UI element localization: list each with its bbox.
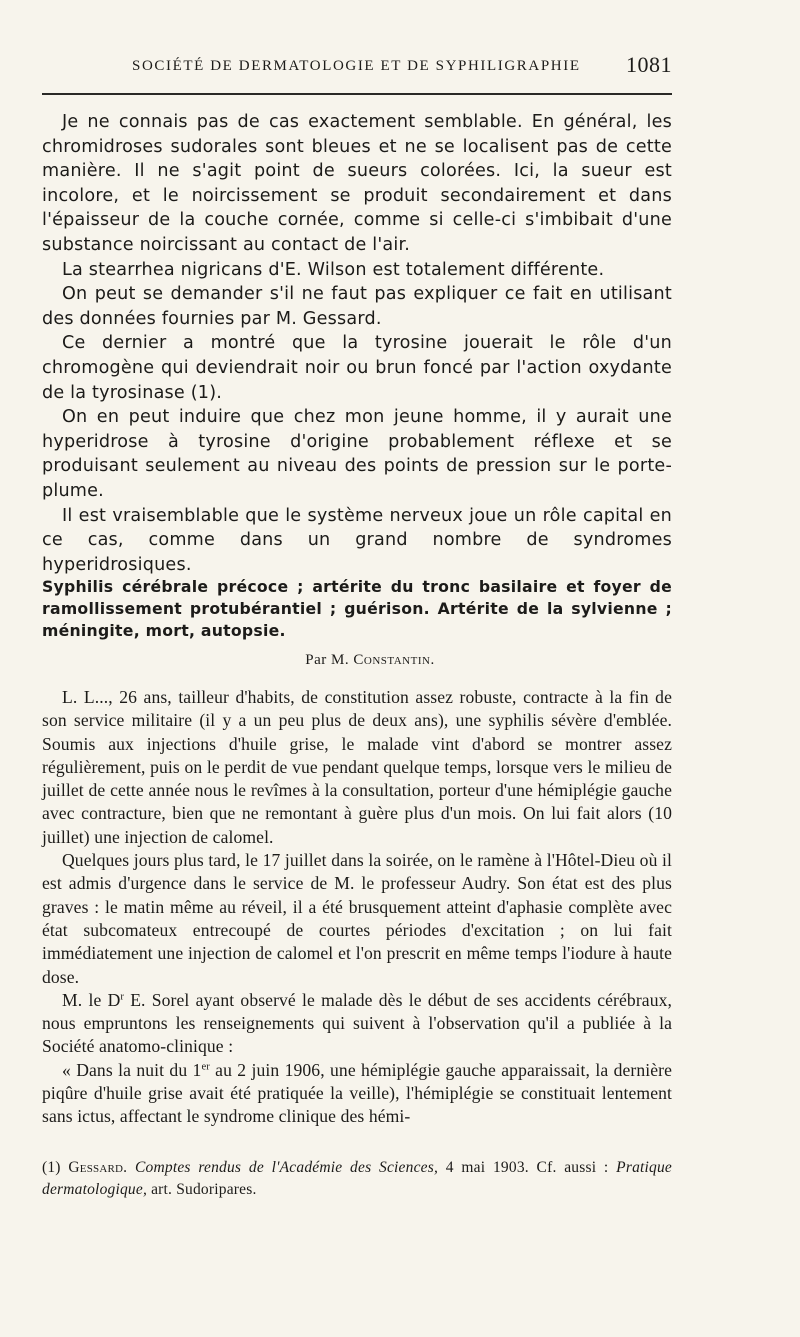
case-report <box>42 686 672 1129</box>
byline-prefix: Par M. <box>305 652 350 668</box>
footnote-source: Comptes rendus de l'Académie des Sciences, <box>134 1159 439 1176</box>
footnote-rest: art. Sudoripares. <box>147 1181 257 1198</box>
sorel-prefix: M. le D <box>62 989 121 1010</box>
running-head: SOCIÉTÉ DE DERMATOLOGIE ET DE SYPHILIGRAPHIE <box>132 58 581 74</box>
paragraph: Il est vraisemblable que le système nerveux joue un rôle capital en ce cas, comme dans un grand nombre de syndromes hyperidrosiques. <box>42 505 672 575</box>
body-text <box>42 110 672 577</box>
article-title <box>42 576 672 642</box>
footnote-date: 4 mai 1903. Cf. aussi : <box>438 1159 609 1176</box>
author-name: Constantin. <box>353 652 435 668</box>
header-rule <box>42 93 672 95</box>
case-paragraph: Quelques jours plus tard, le 17 juillet dans la soirée, on le ramène à l'Hôtel-Dieu où il est admis d'urgence dans le service de M. le professeur Audry. Son état est des plus graves : le matin même au réveil, il a été brusquement atteint d'aphasie complète avec état subcomateux entrecoupé de courtes périodes d'excitation ; on lui fait immédiatement une injection de calomel et l'on prescrit en même temps l'iodure à haute dose. <box>42 850 672 987</box>
paragraph: Je ne connais pas de cas exactement semblable. En général, les chromidroses sudorales sont bleues et ne se localisent pas de cette manière. Il ne s'agit point de sueurs colorées. Ici, la sueur est incolore, et le noircissement se produit secondairement et dans l'épaisseur de la couche cornée, comme si celle-ci s'imbibait d'une substance noircissant au contact de l'air. <box>42 112 672 255</box>
case-paragraph: L. L..., 26 ans, tailleur d'habits, de constitution assez robuste, contracte à la fin de son service militaire (il y a un peu plus de deux ans), une syphilis sévère d'emblée. Soumis aux injections d'huile grise, le malade vint d'abord se montrer assez régulièrement, puis on le perdit de vue pendant quelque temps, lorsque vers le milieu de juillet de cette année nous le revîmes à la consultation, porteur d'une hémiplégie gauche avec contracture, bien que ne remontant à guère plus d'un mois. On lui fait alors (10 juillet) une injection de calomel. <box>42 687 672 847</box>
article-title-text: Syphilis cérébrale précoce ; artérite du tronc basilaire et foyer de ramollissement protubérantiel ; guérison. Artérite de la sylvienne ; méningite, mort, autopsie. <box>42 577 672 640</box>
footnote-work: Pratique dermatologique, <box>42 1159 673 1198</box>
page-number: 1081 <box>626 52 672 77</box>
footnote-marker: (1) <box>42 1159 61 1176</box>
footnote-author: Gessard. <box>68 1159 128 1176</box>
paragraph: Ce dernier a montré que la tyrosine jouerait le rôle d'un chromogène qui deviendrait noir ou brun foncé par l'action oxydante de la tyrosinase (1). <box>42 333 672 403</box>
quote-superscript: er <box>201 1061 210 1073</box>
byline <box>0 652 740 669</box>
paragraph: On en peut induire que chez mon jeune homme, il y aurait une hyperidrose à tyrosine d'origine probablement réflexe et se produisant seulement au niveau des points de pression sur le porte-plume. <box>42 407 672 501</box>
page-header <box>42 52 672 82</box>
footnote <box>42 1157 672 1201</box>
paragraph: La stearrhea nigricans d'E. Wilson est totalement différente. <box>62 259 605 280</box>
case-paragraph-quote <box>42 1059 672 1129</box>
sorel-superscript: r <box>120 991 124 1003</box>
paragraph: On peut se demander s'il ne faut pas expliquer ce fait en utilisant des données fournies par M. Gessard. <box>42 284 672 329</box>
sorel-rest: E. Sorel ayant observé le malade dès le début de ses accidents cérébraux, nous empruntons les renseignements qui suivent à l'observation qu'il a publiée à la Société anatomo-clinique : <box>42 989 672 1057</box>
quote-prefix: « Dans la nuit du 1 <box>62 1059 202 1080</box>
case-paragraph-sorel <box>42 989 672 1059</box>
quote-rest: au 2 juin 1906, une hémiplégie gauche apparaissait, la dernière piqûre d'huile grise avait été pratiquée la veille), l'hémiplégie se constituait lentement sans ictus, affectant le syndrome clinique des hémi- <box>42 1059 672 1127</box>
